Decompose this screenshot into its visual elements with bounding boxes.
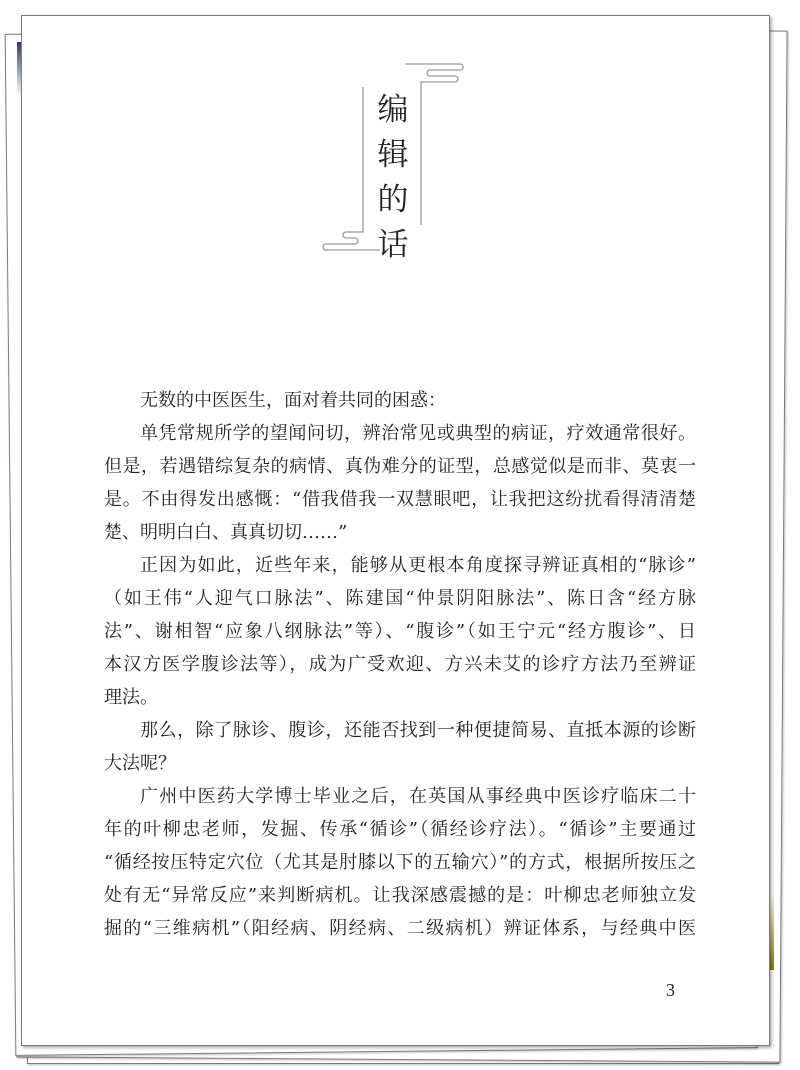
title-char: 辑 bbox=[377, 137, 409, 173]
paragraph-line: 法”、谢相智“应象八纲脉法”等）、“腹诊”（如王宁元“经方腹诊”、日 bbox=[104, 621, 696, 642]
paragraph-line: （如王伟“人迎气口脉法”、陈建国“仲景阴阳脉法”、陈日含“经方脉 bbox=[104, 588, 696, 609]
paragraph-line: 年的叶柳忠老师，发掘、传承“循诊”（循经诊疗法）。“循诊”主要通过 bbox=[104, 819, 696, 840]
paragraph-line: 那么，除了脉诊、腹诊，还能否找到一种便捷简易、直抵本源的诊断 bbox=[140, 720, 696, 741]
paragraph-line: 是。不由得发出感慨：“借我借我一双慧眼吧，让我把这纷扰看得清清楚 bbox=[104, 489, 696, 510]
paragraph-line: 但是，若遇错综复杂的病情、真伪难分的证型，总感觉似是而非、莫衷一 bbox=[104, 456, 696, 477]
body-text bbox=[104, 384, 696, 945]
title-char: 的 bbox=[377, 182, 409, 218]
paragraph-line: 理法。 bbox=[104, 687, 158, 708]
paragraph-line: 处有无“异常反应”来判断病机。让我深感震撼的是：叶柳忠老师独立发 bbox=[104, 885, 696, 906]
paragraph-line: 掘的“三维病机”（阳经病、阴经病、二级病机）辨证体系，与经典中医 bbox=[104, 918, 696, 939]
ornament-right-line bbox=[405, 64, 463, 225]
title-char: 编 bbox=[377, 92, 409, 128]
paragraph-line: 单凭常规所学的望闻问切，辨治常见或典型的病证，疗效通常很好。 bbox=[140, 423, 696, 444]
paragraph-line: “循经按压特定穴位（尤其是肘膝以下的五输穴）”的方式，根据所按压之 bbox=[104, 852, 696, 873]
paragraph-line: 大法呢？ bbox=[104, 753, 176, 774]
page-title bbox=[375, 88, 411, 268]
paragraph-line: 无数的中医医生，面对着共同的困惑： bbox=[140, 390, 446, 411]
paragraph-line: 广州中医药大学博士毕业之后，在英国从事经典中医诊疗临床二十 bbox=[140, 786, 696, 807]
title-char: 话 bbox=[377, 227, 409, 263]
page-number: 3 bbox=[666, 980, 675, 1000]
paragraph-line: 楚、明明白白、真真切切……” bbox=[104, 522, 348, 543]
ornament-left-line bbox=[323, 87, 380, 250]
paragraph-line: 正因为如此，近些年来，能够从更根本角度探寻辨证真相的“脉诊” bbox=[140, 555, 696, 576]
paragraph-line: 本汉方医学腹诊法等），成为广受欢迎、方兴未艾的诊疗方法乃至辨证 bbox=[104, 654, 696, 675]
